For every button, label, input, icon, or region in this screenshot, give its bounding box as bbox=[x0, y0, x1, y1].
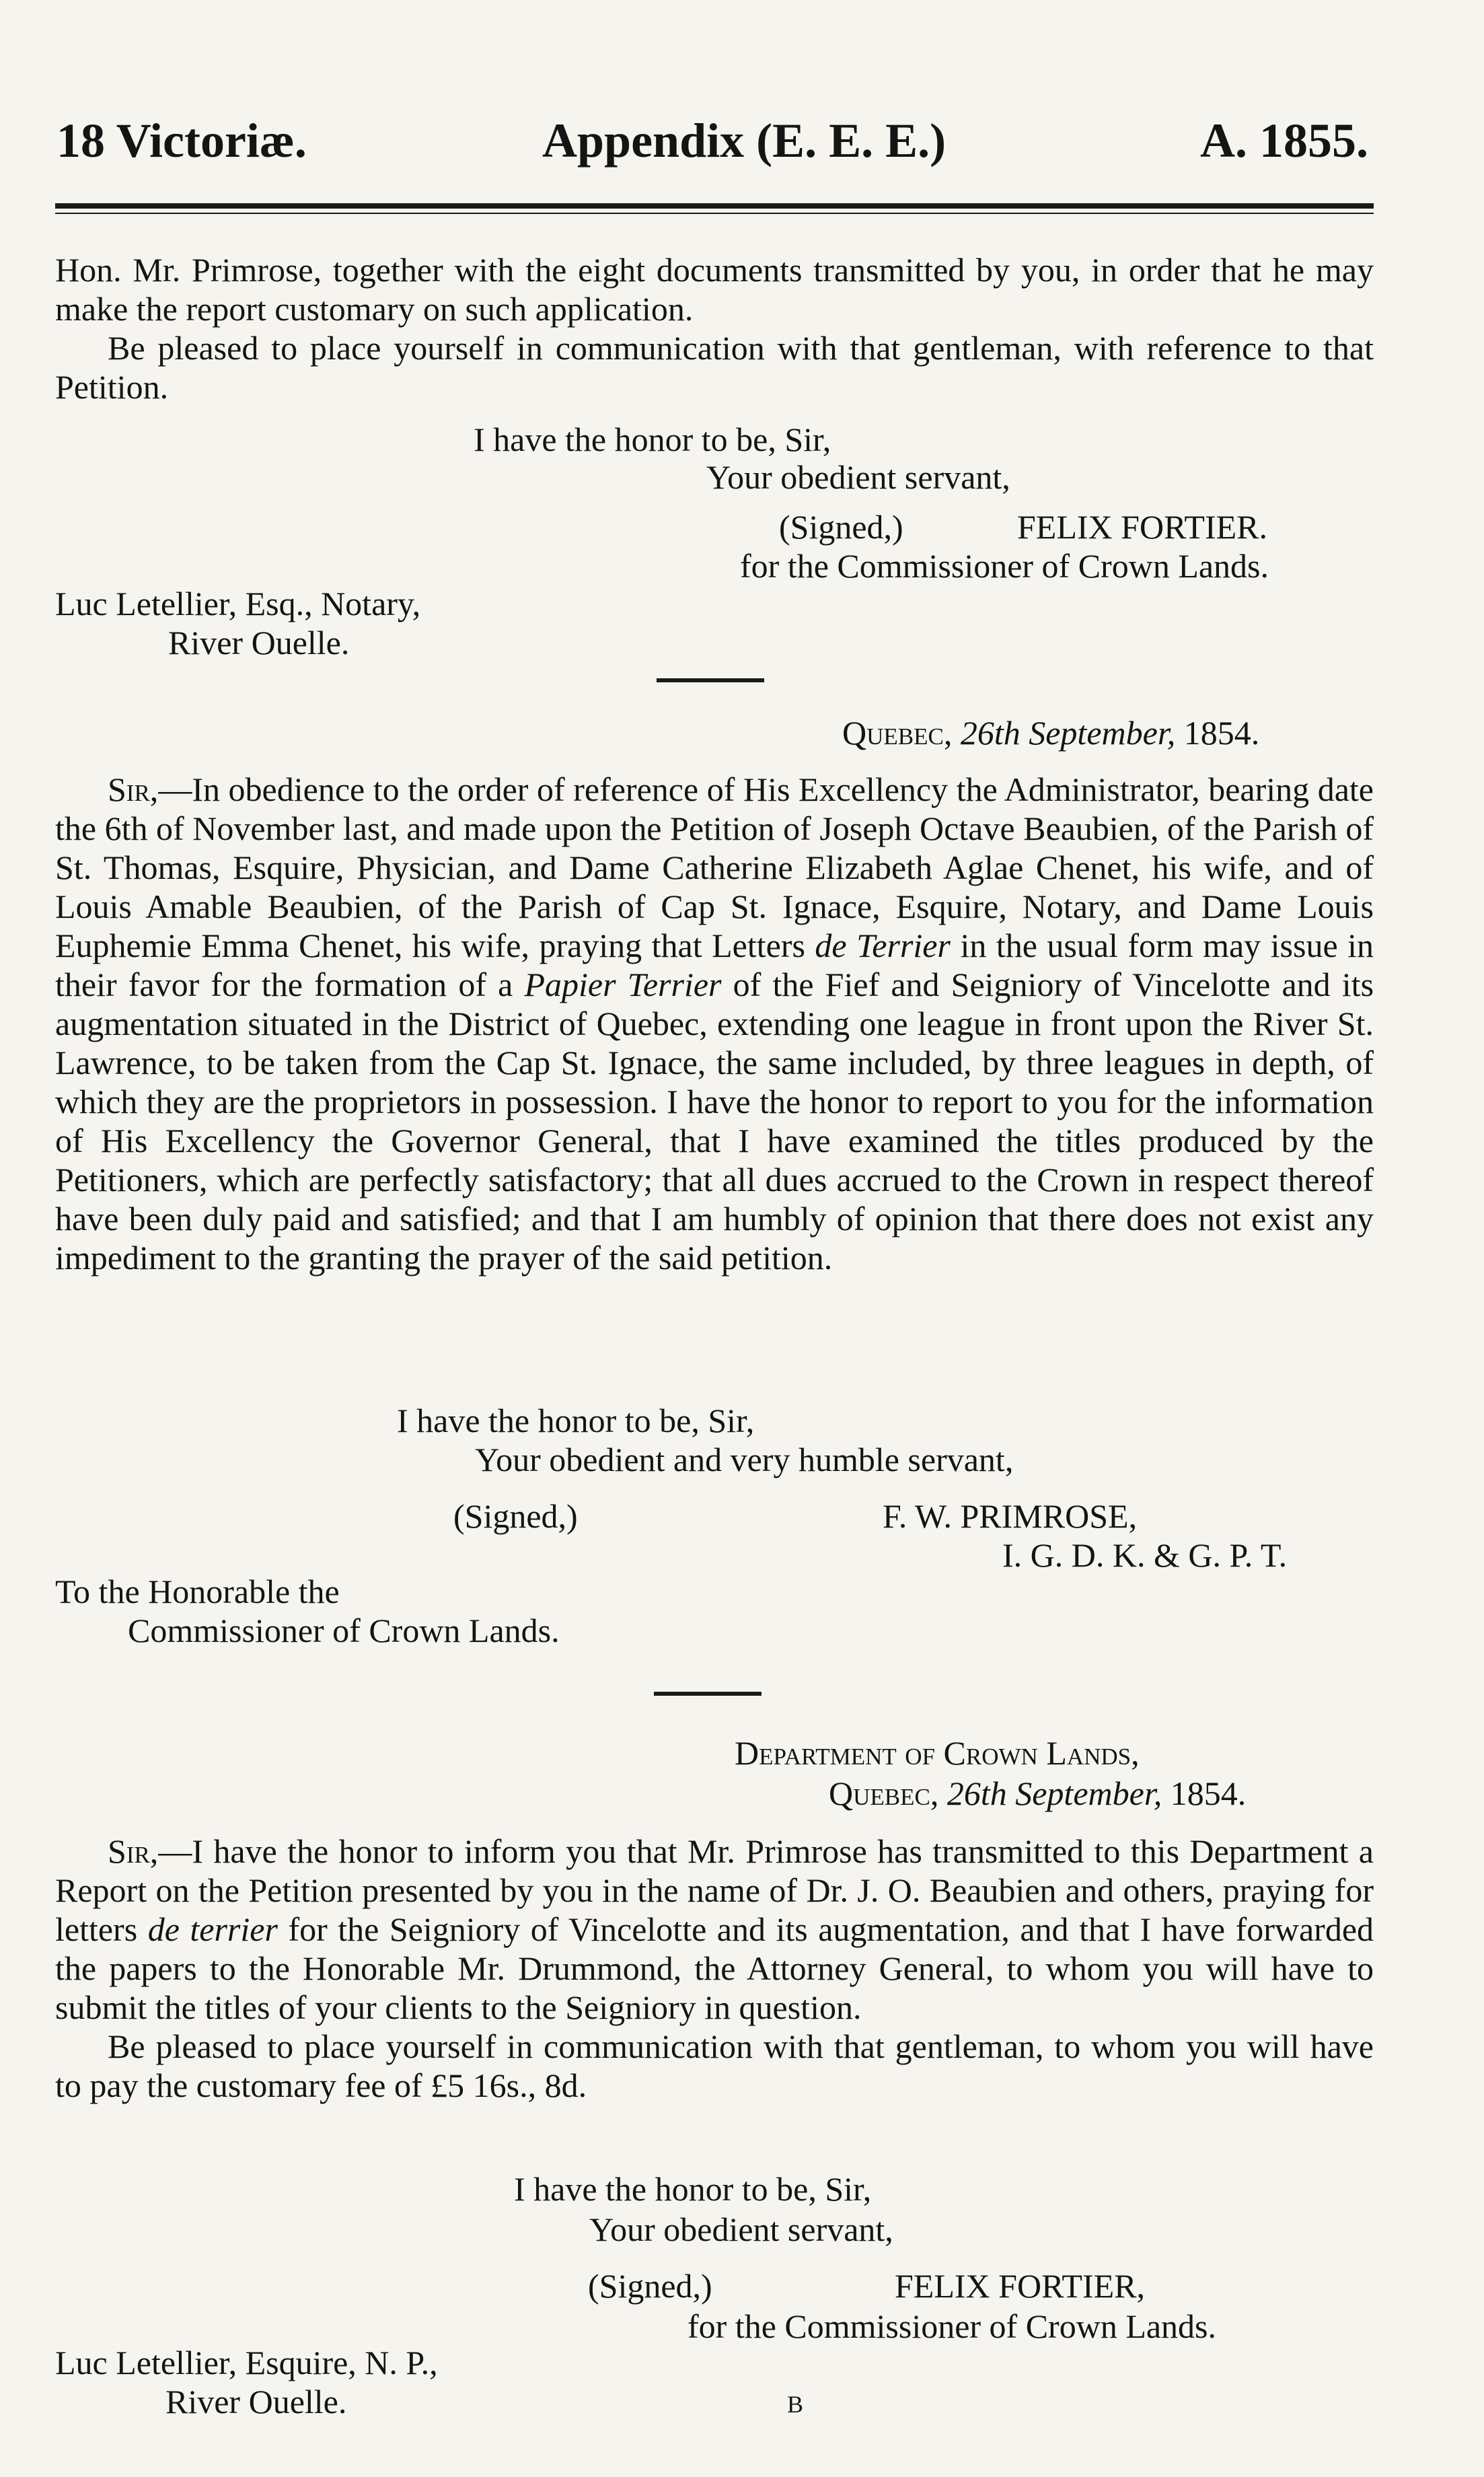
letter2-closing2: Your obedient and very humble servant, bbox=[475, 1441, 1014, 1478]
letter3-closing1: I have the honor to be, Sir, bbox=[514, 2170, 872, 2208]
letter1-paragraph1: Hon. Mr. Primrose, together with the eight documents transmitted by you, in order that he may make the report customary on such application. bbox=[55, 251, 1374, 328]
letter3-signed: (Signed,) bbox=[588, 2267, 712, 2305]
letter2-addressee1: To the Honorable the bbox=[55, 1573, 340, 1610]
letter3-body-part2: for the Seigniory of Vincelotte and its augmentation, and that I have forwarded the papers to the Honorable Mr. Drummond, the Attorney General, to whom you will have to submit the titles of your clients to the Seigniory in question. bbox=[55, 1910, 1374, 2026]
separator-rule bbox=[654, 1692, 762, 1696]
letter2-signed: (Signed,) bbox=[453, 1497, 578, 1535]
letter1-addressee1: Luc Letellier, Esq., Notary, bbox=[55, 585, 421, 622]
letter1-paragraph2: Be pleased to place yourself in communication with that gentleman, with reference to that Petition. bbox=[55, 329, 1374, 406]
signature-mark: B bbox=[787, 2391, 804, 2418]
letter1-body bbox=[55, 250, 1374, 406]
letter3-dateline bbox=[829, 1774, 1246, 1813]
letter3-year: 1854. bbox=[1170, 1774, 1247, 1812]
letter2-body-part3: of the Fief and Seigniory of Vincelotte and its augmentation situated in the District of Quebec, extending one league in front upon the River St. Lawrence, to be taken from the Cap St. Ignace, the same included, by three leagues in depth, of which they are the proprietors in possession. I have the honor to report to you for the information of His Excellency the Governor General, that I have examined the titles produced by the Petitioners, which are perfectly satisfactory; that all dues accrued to the Crown in respect thereof have been duly paid and satisfied; and that I am humbly of opinion that there does not exist any impediment to the granting the prayer of the said petition. bbox=[55, 966, 1374, 1277]
letter2-year: 1854. bbox=[1183, 714, 1260, 752]
letter1-closing1: I have the honor to be, Sir, bbox=[474, 421, 831, 458]
letter2-paragraph bbox=[55, 770, 1374, 1277]
letter3-paragraph1 bbox=[55, 1832, 1374, 2027]
letter2-body bbox=[55, 770, 1374, 1277]
letter3-signer-title: for the Commissioner of Crown Lands. bbox=[688, 2307, 1217, 2345]
separator-rule bbox=[657, 678, 764, 682]
letter3-addressee2: River Ouelle. bbox=[165, 2383, 347, 2420]
letter3-salutation: Sir, bbox=[108, 1832, 159, 1870]
letter3-date: 26th September, bbox=[947, 1774, 1162, 1812]
letter3-place: Quebec, bbox=[829, 1774, 939, 1812]
letter2-salutation: Sir, bbox=[108, 770, 159, 808]
letter2-body-part1: —In obedience to the order of reference of His Excellency the Administrator, bearing date the 6th of November last, and made upon the Petition of Joseph Octave Beaubien, of the Parish of St. Thomas, Esquire, Physician, and Dame Catherine Elizabeth Aglae Chenet, his wife, and of Louis Amable Beaubien, of the Parish of Cap St. Ignace, Esquire, Notary, and Dame Louis Euphemie Emma Chenet, his wife, praying that Letters bbox=[55, 770, 1374, 964]
header-appendix: Appendix (E. E. E.) bbox=[542, 114, 947, 168]
letter2-dateline bbox=[842, 713, 1259, 752]
letter3-body-part1: —I have the honor to inform you that Mr. Primrose has transmitted to this Department a Report on the Petition presented by you in the name of Dr. J. O. Beaubien and others, praying for letters bbox=[55, 1832, 1374, 1948]
letter2-place: Quebec, bbox=[842, 714, 953, 752]
letter2-body-part2: in the usual form may issue in their favor for the formation of a bbox=[55, 927, 1374, 1003]
letter3-closing2: Your obedient servant, bbox=[589, 2211, 893, 2248]
letter3-department: Department of Crown Lands, bbox=[735, 1734, 1140, 1772]
letter2-signer: F. W. PRIMROSE, bbox=[883, 1497, 1138, 1535]
header-session: 18 Victoriæ. bbox=[57, 114, 307, 168]
letter1-closing2: Your obedient servant, bbox=[706, 458, 1010, 496]
letter2-closing1: I have the honor to be, Sir, bbox=[397, 1402, 755, 1439]
letter1-signer: FELIX FORTIER. bbox=[1017, 508, 1267, 546]
header-rule-thin bbox=[55, 213, 1374, 214]
letter2-signer-title: I. G. D. K. & G. P. T. bbox=[1002, 1536, 1288, 1574]
letter1-addressee2: River Ouelle. bbox=[168, 624, 350, 661]
letter1-signer-title: for the Commissioner of Crown Lands. bbox=[740, 547, 1269, 585]
letter3-signer: FELIX FORTIER, bbox=[895, 2267, 1145, 2305]
header-year: A. 1855. bbox=[1200, 114, 1368, 168]
letter3-italic1: de terrier bbox=[147, 1910, 278, 1948]
letter1-signed: (Signed,) bbox=[779, 508, 903, 546]
letter2-date: 26th September, bbox=[960, 714, 1176, 752]
letter3-paragraph2: Be pleased to place yourself in communication with that gentleman, to whom you will have to pay the customary fee of £5 16s., 8d. bbox=[55, 2027, 1374, 2104]
letter3-body bbox=[55, 1832, 1374, 2105]
letter2-italic2: Papier Terrier bbox=[524, 966, 722, 1003]
header-rule-thick bbox=[55, 203, 1374, 209]
letter2-italic1: de Terrier bbox=[815, 927, 951, 964]
letter2-addressee2: Commissioner of Crown Lands. bbox=[128, 1612, 560, 1649]
letter3-addressee1: Luc Letellier, Esquire, N. P., bbox=[55, 2344, 438, 2381]
